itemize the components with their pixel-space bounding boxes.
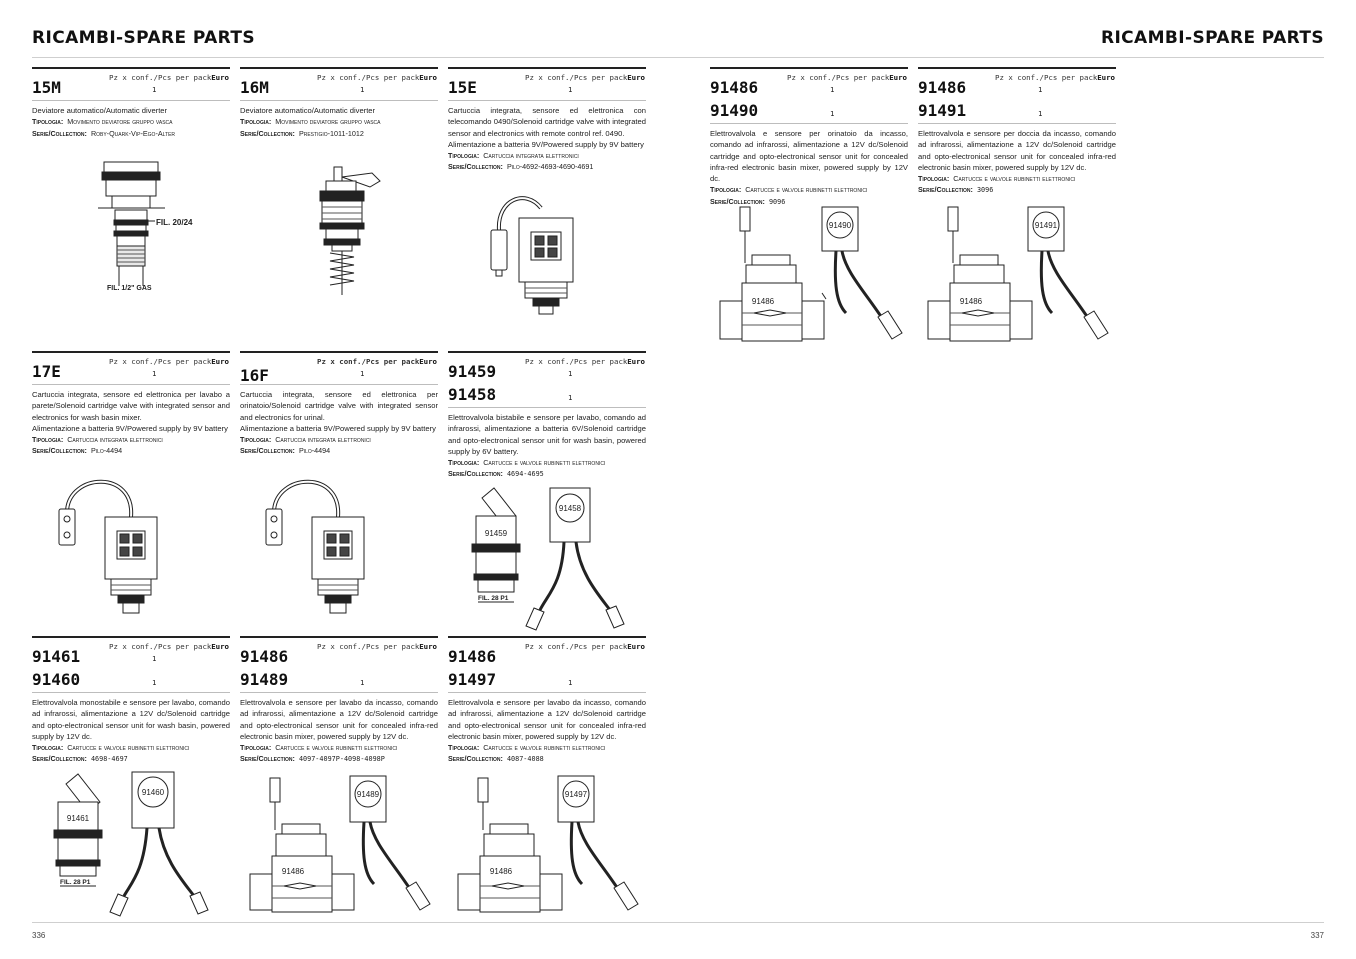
pack-label: Pz x conf./Pcs per pack — [317, 357, 420, 366]
card-header — [240, 69, 438, 100]
serie-value: 3096 — [976, 186, 994, 195]
card-header — [32, 638, 230, 692]
page-title-right: RICAMBI-SPARE PARTS — [1100, 28, 1324, 48]
card-separator — [240, 100, 438, 101]
valve-sensor-91459-illustration — [468, 484, 633, 634]
tipologia-value: Cartucce e valvole rubinetti elettronici — [953, 174, 1076, 184]
product-code-secondary: 91491 — [918, 101, 967, 120]
pack-quantity: 1 — [568, 85, 573, 94]
product-tipologia — [710, 184, 908, 195]
product-code-secondary: 91490 — [710, 101, 759, 120]
card-header — [918, 69, 1116, 123]
product-tipologia — [448, 457, 646, 468]
product-serie — [32, 753, 230, 765]
sensor-label: 91489 — [356, 790, 380, 799]
product-code: 16M — [240, 78, 269, 97]
product-serie — [918, 184, 1116, 196]
card-separator — [32, 692, 230, 693]
sensor-label: 91497 — [564, 790, 588, 799]
serie-label: Serie/Collection: — [240, 128, 295, 138]
tipologia-value: Cartucce e valvole rubinetti elettronici — [275, 743, 398, 753]
serie-label: Serie/Collection: — [32, 128, 87, 138]
tipologia-label: Tipologia: — [32, 435, 64, 445]
product-tipologia — [918, 173, 1116, 184]
serie-value: 4097-4097P-4098-4098P — [298, 755, 385, 764]
euro-label: Euro — [889, 73, 907, 82]
sensor-label: 91491 — [1034, 221, 1058, 230]
card-header — [240, 638, 438, 692]
card-header — [710, 69, 908, 123]
product-code-secondary: 91460 — [32, 670, 81, 689]
card-separator — [240, 692, 438, 693]
product-description: Elettrovalvola bistabile e sensore per lavabo, comando ad infrarossi, alimentazione a batteria 6V/Solenoid cartridge and opto-electronical sensor unit for wash basin, powered supply by 6V battery. — [448, 413, 646, 456]
pack-label: Pz x conf./Pcs per pack — [525, 73, 628, 82]
tipologia-label: Tipologia: — [240, 743, 272, 753]
product-card-16m — [240, 67, 438, 139]
page-number-left: 336 — [32, 931, 46, 940]
valve-label: 91486 — [281, 867, 305, 876]
product-description: Elettrovalvola e sensore per doccia da incasso, comando ad infrarossi, alimentazione a 12V dc/Solenoid cartridge and opto-electronical sensor unit for concealed infra-red electronic basin mixer, powered supply by 12V dc. — [918, 129, 1116, 172]
product-description: Deviatore automatico/Automatic diverter — [32, 106, 168, 115]
product-description: Elettrovalvola e sensore per lavabo da incasso, comando ad infrarossi, alimentazione a 12V dc/Solenoid cartridge and opto-electronical sensor unit for concealed infra-red electronic basin mixer, powered supply by 12V dc. — [240, 698, 438, 741]
serie-label: Serie/Collection: — [32, 754, 87, 764]
sensor-label: 91490 — [828, 221, 852, 230]
product-description: Cartuccia integrata, sensore ed elettronica per lavabo a parete/Solenoid cartridge valve with integrated sensor and electronics for wash basin mixer. — [32, 390, 230, 422]
pack-quantity-secondary: 1 — [1038, 109, 1043, 118]
product-tipologia — [32, 742, 230, 753]
tipologia-value: Cartuccia integrata elettronici — [67, 435, 163, 445]
tipologia-label: Tipologia: — [240, 435, 272, 445]
serie-label: Serie/Collection: — [240, 446, 295, 456]
serie-label: Serie/Collection: — [448, 162, 503, 172]
serie-value: Pilo-4692-4693-4690-4691 — [506, 162, 594, 172]
product-code: 16F — [240, 366, 269, 385]
diverter-16m-illustration — [310, 165, 390, 300]
valve-label: 91486 — [959, 297, 983, 306]
serie-label: Serie/Collection: — [240, 754, 295, 764]
pack-quantity-secondary: 1 — [568, 393, 573, 402]
product-code: 91461 — [32, 647, 81, 666]
serie-value: 9096 — [768, 197, 786, 206]
pack-label: Pz x conf./Pcs per pack — [787, 73, 890, 82]
product-card-17e — [32, 351, 230, 457]
euro-label: Euro — [627, 73, 645, 82]
pack-quantity: 1 — [152, 369, 157, 378]
product-code: 91486 — [710, 78, 759, 97]
product-serie — [240, 445, 438, 456]
tipologia-label: Tipologia: — [918, 174, 950, 184]
serie-label: Serie/Collection: — [448, 469, 503, 479]
euro-label: Euro — [211, 73, 229, 82]
valve-sensor-91490-illustration — [716, 203, 906, 345]
serie-value: 4087-4088 — [506, 755, 544, 764]
pack-label: Pz x conf./Pcs per pack — [995, 73, 1098, 82]
product-card-16f — [240, 351, 438, 457]
product-code: 17E — [32, 362, 61, 381]
card-separator — [240, 384, 438, 385]
product-tipologia — [32, 116, 230, 127]
product-tipologia — [448, 150, 646, 161]
product-power: Alimentazione a batteria 9V/Powered supply by 9V battery — [448, 139, 644, 149]
euro-label: Euro — [211, 357, 229, 366]
tipologia-value: Cartucce e valvole rubinetti elettronici — [483, 743, 606, 753]
valve-label: 91486 — [489, 867, 513, 876]
pack-quantity: 1 — [830, 85, 835, 94]
serie-value: 4694-4695 — [506, 470, 544, 479]
tipologia-value: Cartucce e valvole rubinetti elettronici — [67, 743, 190, 753]
card-separator — [448, 407, 646, 408]
card-header — [32, 353, 230, 384]
serie-label: Serie/Collection: — [710, 196, 765, 206]
card-separator — [918, 123, 1116, 124]
tipologia-value: Movimento deviatore gruppo vasca — [67, 117, 173, 127]
euro-label: Euro — [1097, 73, 1115, 82]
product-code: 91486 — [918, 78, 967, 97]
valve-sensor-91461-illustration — [52, 770, 217, 918]
product-description: Elettrovalvola e sensore per lavabo da incasso, comando ad infrarossi, alimentazione a 12V dc/Solenoid cartridge and opto-electronical sensor unit for concealed infra-red electronic basin mixer, powered supply by 12V dc. — [448, 698, 646, 741]
valve-sensor-91497-illustration — [454, 774, 644, 916]
euro-label: Euro — [419, 357, 437, 366]
product-code-secondary: 91489 — [240, 670, 289, 689]
euro-label: Euro — [627, 642, 645, 651]
card-separator — [32, 100, 230, 101]
euro-label: Euro — [627, 357, 645, 366]
product-code: 15E — [448, 78, 477, 97]
product-description: Cartuccia integrata, sensore ed elettronica con telecomando 0490/Solenoid cartridge valve with integrated sensor and electronics with remote control ref. 0490. — [448, 106, 646, 138]
valve-sensor-91489-illustration — [246, 774, 436, 916]
product-description: Cartuccia integrata, sensore ed elettronica per orinatoio/Solenoid cartridge valve with integrated sensor and electronics for urinal. — [240, 390, 438, 422]
valve-label: 91459 — [484, 529, 508, 538]
product-card-91459 — [448, 351, 646, 481]
pack-quantity: 1 — [152, 85, 157, 94]
product-tipologia — [448, 742, 646, 753]
product-tipologia — [240, 742, 438, 753]
euro-label: Euro — [211, 642, 229, 651]
valve-label: 91486 — [751, 297, 775, 306]
product-tipologia — [240, 116, 438, 127]
pack-quantity: 1 — [360, 85, 365, 94]
card-header — [448, 638, 646, 692]
thread-label-top: FIL. 20/24 — [156, 218, 193, 227]
pack-label: Pz x conf./Pcs per pack — [109, 357, 212, 366]
product-power: Alimentazione a batteria 9V/Powered supply by 9V battery — [32, 423, 228, 433]
cartridge-17e-illustration — [55, 475, 175, 620]
pack-quantity: 1 — [568, 369, 573, 378]
product-description: Deviatore automatico/Automatic diverter — [240, 106, 376, 115]
product-card-91491 — [918, 67, 1116, 197]
card-separator — [448, 692, 646, 693]
pack-quantity-secondary: 1 — [360, 678, 365, 687]
pack-label: Pz x conf./Pcs per pack — [109, 642, 212, 651]
pack-quantity: 1 — [1038, 85, 1043, 94]
diverter-15m-illustration — [95, 158, 205, 298]
product-card-91489 — [240, 636, 438, 766]
page-number-right: 337 — [1310, 931, 1324, 940]
pack-label: Pz x conf./Pcs per pack — [317, 642, 420, 651]
tipologia-label: Tipologia: — [448, 458, 480, 468]
serie-value: Pilo-4494 — [90, 446, 123, 456]
product-serie — [240, 753, 438, 765]
footer-rule — [32, 922, 1324, 923]
serie-value: Pilo-4494 — [298, 446, 331, 456]
page-title-left: RICAMBI-SPARE PARTS — [32, 28, 256, 48]
product-tipologia — [240, 434, 438, 445]
euro-label: Euro — [419, 73, 437, 82]
pack-quantity: 1 — [152, 654, 157, 663]
card-header — [240, 353, 438, 384]
product-serie — [240, 128, 438, 139]
product-serie — [32, 445, 230, 456]
product-power: Alimentazione a batteria 9V/Powered supply by 9V battery — [240, 423, 436, 433]
card-header — [32, 69, 230, 100]
tipologia-label: Tipologia: — [448, 151, 480, 161]
pack-label: Pz x conf./Pcs per pack — [525, 357, 628, 366]
product-description: Elettrovalvola e sensore per orinatoio da incasso, comando ad infrarossi, alimentazione a 12V dc/Solenoid cartridge and opto-electronical sensor unit for concealed infra-red electronic basin mixer, powered supply by 12V dc. — [710, 129, 908, 184]
sensor-label: 91458 — [558, 504, 582, 513]
card-separator — [710, 123, 908, 124]
product-description: Elettrovalvola monostabile e sensore per lavabo, comando ad infrarossi, alimentazione a 12V dc/Solenoid cartridge and opto-electronical sensor unit for wash basin, powered supply by 12V dc. — [32, 698, 230, 741]
pack-quantity-secondary: 1 — [568, 678, 573, 687]
thread-label: FIL. 28 P1 — [478, 595, 509, 602]
product-card-91490 — [710, 67, 908, 208]
tipologia-value: Cartuccia integrata elettronici — [275, 435, 371, 445]
pack-quantity-secondary: 1 — [152, 678, 157, 687]
product-tipologia — [32, 434, 230, 445]
product-code: 15M — [32, 78, 61, 97]
serie-label: Serie/Collection: — [32, 446, 87, 456]
product-code-secondary: 91497 — [448, 670, 497, 689]
product-card-15e — [448, 67, 646, 173]
serie-label: Serie/Collection: — [918, 185, 973, 195]
tipologia-value: Cartucce e valvole rubinetti elettronici — [745, 185, 868, 195]
card-header — [448, 353, 646, 407]
cartridge-16f-illustration — [262, 475, 382, 620]
product-code-secondary: 91458 — [448, 385, 497, 404]
valve-label: 91461 — [66, 814, 90, 823]
tipologia-label: Tipologia: — [32, 743, 64, 753]
product-card-91497 — [448, 636, 646, 766]
tipologia-value: Movimento deviatore gruppo vasca — [275, 117, 381, 127]
product-serie — [32, 128, 230, 139]
product-serie — [448, 161, 646, 172]
product-card-91461 — [32, 636, 230, 766]
serie-value: Prestigio-1011-1012 — [298, 128, 364, 138]
card-separator — [32, 384, 230, 385]
tipologia-label: Tipologia: — [32, 117, 64, 127]
product-code: 91486 — [240, 647, 289, 666]
sensor-label: 91460 — [141, 788, 165, 797]
tipologia-label: Tipologia: — [240, 117, 272, 127]
product-card-15m — [32, 67, 230, 139]
thread-label-bottom: FIL. 1/2" GAS — [107, 285, 152, 292]
tipologia-label: Tipologia: — [448, 743, 480, 753]
serie-label: Serie/Collection: — [448, 754, 503, 764]
card-separator — [448, 100, 646, 101]
tipologia-value: Cartuccia integrata elettronici — [483, 151, 579, 161]
serie-value: 4698-4697 — [90, 755, 128, 764]
product-code: 91486 — [448, 647, 497, 666]
thread-label: FIL. 28 P1 — [60, 879, 91, 886]
pack-quantity: 1 — [360, 369, 365, 378]
serie-value: Roby-Quark-Vip-Ego-Alter — [90, 128, 176, 138]
euro-label: Euro — [419, 642, 437, 651]
card-header — [448, 69, 646, 100]
pack-label: Pz x conf./Pcs per pack — [317, 73, 420, 82]
tipologia-label: Tipologia: — [710, 185, 742, 195]
valve-sensor-91491-illustration — [924, 203, 1114, 345]
product-code: 91459 — [448, 362, 497, 381]
tipologia-value: Cartucce e valvole rubinetti elettronici — [483, 458, 606, 468]
product-serie — [448, 753, 646, 765]
pack-label: Pz x conf./Pcs per pack — [109, 73, 212, 82]
pack-label: Pz x conf./Pcs per pack — [525, 642, 628, 651]
header-rule — [32, 57, 1324, 58]
cartridge-15e-illustration — [485, 180, 585, 320]
pack-quantity-secondary: 1 — [830, 109, 835, 118]
product-serie — [448, 468, 646, 480]
